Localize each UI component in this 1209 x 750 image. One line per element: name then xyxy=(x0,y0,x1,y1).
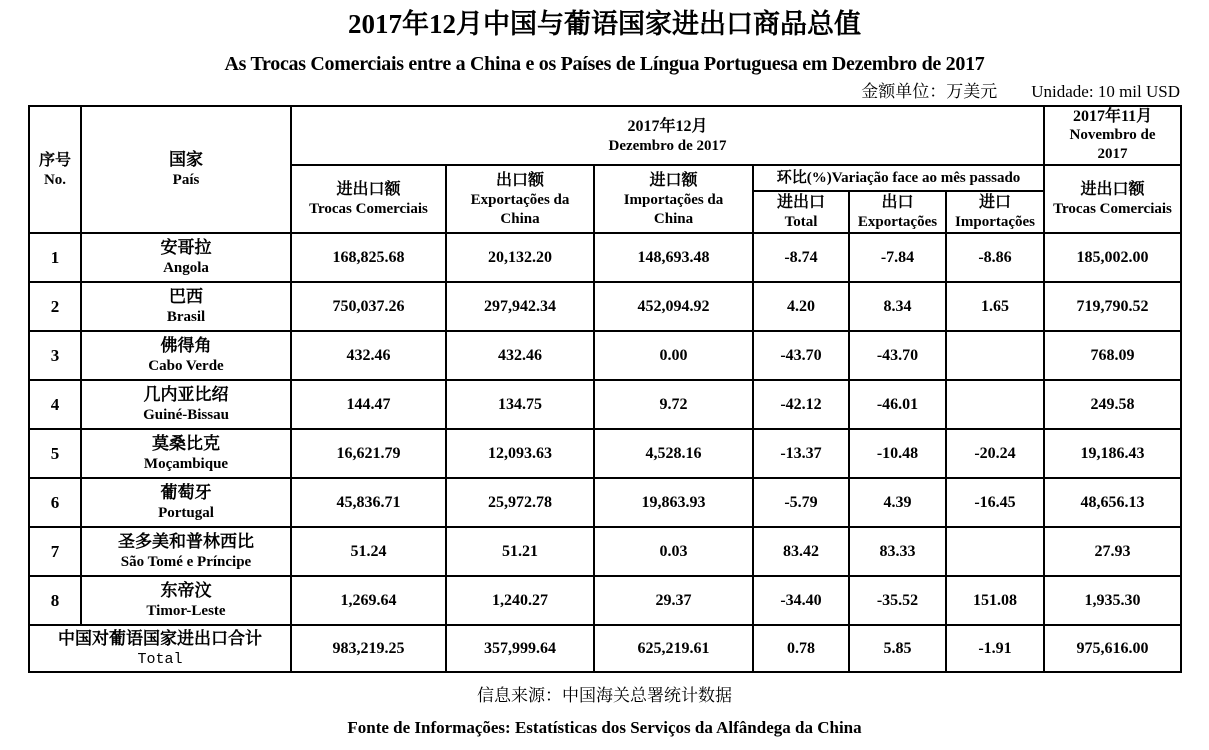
var-importacoes-cell: -20.24 xyxy=(946,429,1044,478)
var-total-cell: -5.79 xyxy=(753,478,849,527)
no-cell: 4 xyxy=(29,380,81,429)
row-cabo-verde xyxy=(29,331,1181,380)
nov-trocas-cell: 48,656.13 xyxy=(1044,478,1181,527)
col-header-var-total xyxy=(753,191,849,233)
total-label-latin: Total xyxy=(137,650,183,668)
col-header-trocas-latin: Trocas Comerciais xyxy=(309,201,428,217)
row-guine-bissau xyxy=(29,380,1181,429)
country-pt: Brasil xyxy=(166,309,206,325)
var-importacoes-cell: 1.65 xyxy=(946,282,1044,331)
col-header-var-imp xyxy=(946,191,1044,233)
col-header-var-imp-latin: Importações xyxy=(955,214,1035,230)
col-header-exportacoes xyxy=(446,165,594,233)
country-pt: São Tomé e Príncipe xyxy=(120,554,252,570)
col-header-var-imp-zh: 进口 xyxy=(979,194,1012,211)
country-zh: 葡萄牙 xyxy=(160,483,212,502)
col-header-var-exp xyxy=(849,191,946,233)
col-header-var-total-latin: Total xyxy=(784,214,818,230)
unit-note xyxy=(0,82,1180,102)
country-zh: 圣多美和普林西比 xyxy=(118,532,254,551)
var-importacoes-cell: -16.45 xyxy=(946,478,1044,527)
col-header-importacoes xyxy=(594,165,753,233)
no-cell: 6 xyxy=(29,478,81,527)
nov-trocas-cell: 719,790.52 xyxy=(1044,282,1181,331)
col-header-variacao xyxy=(753,165,1044,191)
unit-note-en: Unidade: 10 mil USD xyxy=(1031,82,1180,101)
country-zh: 巴西 xyxy=(169,287,203,306)
nov-trocas-cell: 185,002.00 xyxy=(1044,233,1181,282)
var-total-cell: 0.78 xyxy=(753,625,849,672)
country-pt: Guiné-Bissau xyxy=(143,407,229,423)
page-title-zh: 2017年12月中国与葡语国家进出口商品总值 xyxy=(348,9,861,39)
country-pt: Portugal xyxy=(158,505,214,521)
trocas-cell: 45,836.71 xyxy=(291,478,446,527)
row-portugal xyxy=(29,478,1181,527)
var-importacoes-cell xyxy=(946,527,1044,576)
row-mocambique xyxy=(29,429,1181,478)
col-header-importacoes-zh: 进口额 xyxy=(649,171,698,189)
exportacoes-cell: 297,942.34 xyxy=(446,282,594,331)
country-pt: Moçambique xyxy=(143,456,229,472)
col-header-country xyxy=(81,106,291,233)
trocas-cell: 432.46 xyxy=(291,331,446,380)
col-header-november-latin1: Novembro de xyxy=(1069,127,1156,143)
importacoes-cell: 625,219.61 xyxy=(594,625,753,672)
country-zh: 几内亚比绍 xyxy=(143,385,229,404)
page-title-pt: As Trocas Comerciais entre a China e os Países de Língua Portuguesa em Dezembro de 2017 xyxy=(224,53,985,75)
country-zh: 佛得角 xyxy=(160,336,212,355)
source-note-pt: Fonte de Informações: Estatísticas dos Serviços da Alfândega da China xyxy=(347,718,862,737)
col-header-variacao-label: 环比(%)Variação face ao mês passado xyxy=(776,169,1021,186)
col-header-var-exp-zh: 出口 xyxy=(881,194,914,211)
col-header-december-zh: 2017年12月 xyxy=(627,117,708,135)
col-header-november-latin2: 2017 xyxy=(1097,146,1128,162)
col-header-november-group xyxy=(1044,106,1181,165)
exportacoes-cell: 357,999.64 xyxy=(446,625,594,672)
country-cell xyxy=(81,527,291,576)
var-total-cell: -8.74 xyxy=(753,233,849,282)
var-exportacoes-cell: -10.48 xyxy=(849,429,946,478)
var-importacoes-cell xyxy=(946,380,1044,429)
row-angola xyxy=(29,233,1181,282)
nov-trocas-cell: 768.09 xyxy=(1044,331,1181,380)
col-header-country-zh: 国家 xyxy=(169,150,203,169)
nov-trocas-cell: 249.58 xyxy=(1044,380,1181,429)
country-pt: Cabo Verde xyxy=(148,358,224,374)
total-label-zh: 中国对葡语国家进出口合计 xyxy=(58,628,262,648)
col-header-nov-trocas-latin: Trocas Comerciais xyxy=(1053,201,1172,217)
row-timor-leste xyxy=(29,576,1181,625)
country-cell xyxy=(81,576,291,625)
importacoes-cell: 452,094.92 xyxy=(594,282,753,331)
col-header-no-zh: 序号 xyxy=(38,151,71,169)
col-header-importacoes-latin: Importações da China xyxy=(623,191,724,227)
country-pt: Timor-Leste xyxy=(146,603,226,619)
trocas-cell: 16,621.79 xyxy=(291,429,446,478)
row-sao-tome xyxy=(29,527,1181,576)
var-importacoes-cell: -1.91 xyxy=(946,625,1044,672)
var-exportacoes-cell: 83.33 xyxy=(849,527,946,576)
exportacoes-cell: 51.21 xyxy=(446,527,594,576)
col-header-exportacoes-zh: 出口额 xyxy=(495,171,544,189)
var-total-cell: -43.70 xyxy=(753,331,849,380)
var-exportacoes-cell: -7.84 xyxy=(849,233,946,282)
col-header-november-zh: 2017年11月 xyxy=(1072,108,1153,125)
var-total-cell: -13.37 xyxy=(753,429,849,478)
var-total-cell: 83.42 xyxy=(753,527,849,576)
no-cell: 7 xyxy=(29,527,81,576)
country-zh: 安哥拉 xyxy=(160,238,212,257)
var-importacoes-cell xyxy=(946,331,1044,380)
importacoes-cell: 29.37 xyxy=(594,576,753,625)
no-cell: 2 xyxy=(29,282,81,331)
header-row-1 xyxy=(29,106,1181,165)
trade-table xyxy=(28,105,1182,673)
col-header-exportacoes-latin: Exportações da China xyxy=(470,191,570,227)
trocas-cell: 983,219.25 xyxy=(291,625,446,672)
country-cell xyxy=(81,331,291,380)
importacoes-cell: 148,693.48 xyxy=(594,233,753,282)
exportacoes-cell: 25,972.78 xyxy=(446,478,594,527)
col-header-var-total-zh: 进出口 xyxy=(776,194,825,211)
trocas-cell: 1,269.64 xyxy=(291,576,446,625)
trocas-cell: 168,825.68 xyxy=(291,233,446,282)
col-header-no xyxy=(29,106,81,233)
country-zh: 东帝汶 xyxy=(160,581,212,600)
col-header-trocas xyxy=(291,165,446,233)
importacoes-cell: 19,863.93 xyxy=(594,478,753,527)
no-cell: 5 xyxy=(29,429,81,478)
var-exportacoes-cell: -35.52 xyxy=(849,576,946,625)
country-cell xyxy=(81,233,291,282)
importacoes-cell: 0.00 xyxy=(594,331,753,380)
var-total-cell: 4.20 xyxy=(753,282,849,331)
trocas-cell: 144.47 xyxy=(291,380,446,429)
var-exportacoes-cell: 4.39 xyxy=(849,478,946,527)
var-exportacoes-cell: -43.70 xyxy=(849,331,946,380)
nov-trocas-cell: 1,935.30 xyxy=(1044,576,1181,625)
col-header-var-exp-latin: Exportações xyxy=(857,214,938,230)
country-cell xyxy=(81,478,291,527)
trocas-cell: 750,037.26 xyxy=(291,282,446,331)
country-cell xyxy=(81,380,291,429)
country-pt: Angola xyxy=(163,260,209,276)
country-zh: 莫桑比克 xyxy=(152,434,220,453)
source-note-zh: 信息来源：中国海关总署统计数据 xyxy=(477,686,732,705)
nov-trocas-cell: 975,616.00 xyxy=(1044,625,1181,672)
unit-note-zh: 金额单位：万美元 xyxy=(861,82,998,101)
no-cell: 1 xyxy=(29,233,81,282)
nov-trocas-cell: 27.93 xyxy=(1044,527,1181,576)
importacoes-cell: 0.03 xyxy=(594,527,753,576)
row-brasil xyxy=(29,282,1181,331)
country-cell xyxy=(81,282,291,331)
exportacoes-cell: 432.46 xyxy=(446,331,594,380)
col-header-trocas-zh: 进出口额 xyxy=(336,181,401,198)
row-total xyxy=(29,625,1181,672)
importacoes-cell: 9.72 xyxy=(594,380,753,429)
col-header-december-latin: Dezembro de 2017 xyxy=(608,137,727,154)
importacoes-cell: 4,528.16 xyxy=(594,429,753,478)
var-total-cell: -42.12 xyxy=(753,380,849,429)
no-cell: 3 xyxy=(29,331,81,380)
total-label-cell xyxy=(29,625,291,672)
col-header-nov-trocas-zh: 进出口额 xyxy=(1080,181,1145,198)
var-exportacoes-cell: 8.34 xyxy=(849,282,946,331)
var-importacoes-cell: 151.08 xyxy=(946,576,1044,625)
var-total-cell: -34.40 xyxy=(753,576,849,625)
var-exportacoes-cell: 5.85 xyxy=(849,625,946,672)
col-header-nov-trocas xyxy=(1044,165,1181,233)
col-header-country-latin: País xyxy=(172,172,200,188)
no-cell: 8 xyxy=(29,576,81,625)
exportacoes-cell: 12,093.63 xyxy=(446,429,594,478)
col-header-no-latin: No. xyxy=(43,171,67,188)
country-cell xyxy=(81,429,291,478)
exportacoes-cell: 1,240.27 xyxy=(446,576,594,625)
var-importacoes-cell: -8.86 xyxy=(946,233,1044,282)
var-exportacoes-cell: -46.01 xyxy=(849,380,946,429)
exportacoes-cell: 20,132.20 xyxy=(446,233,594,282)
exportacoes-cell: 134.75 xyxy=(446,380,594,429)
nov-trocas-cell: 19,186.43 xyxy=(1044,429,1181,478)
col-header-december-group xyxy=(291,106,1044,165)
trocas-cell: 51.24 xyxy=(291,527,446,576)
